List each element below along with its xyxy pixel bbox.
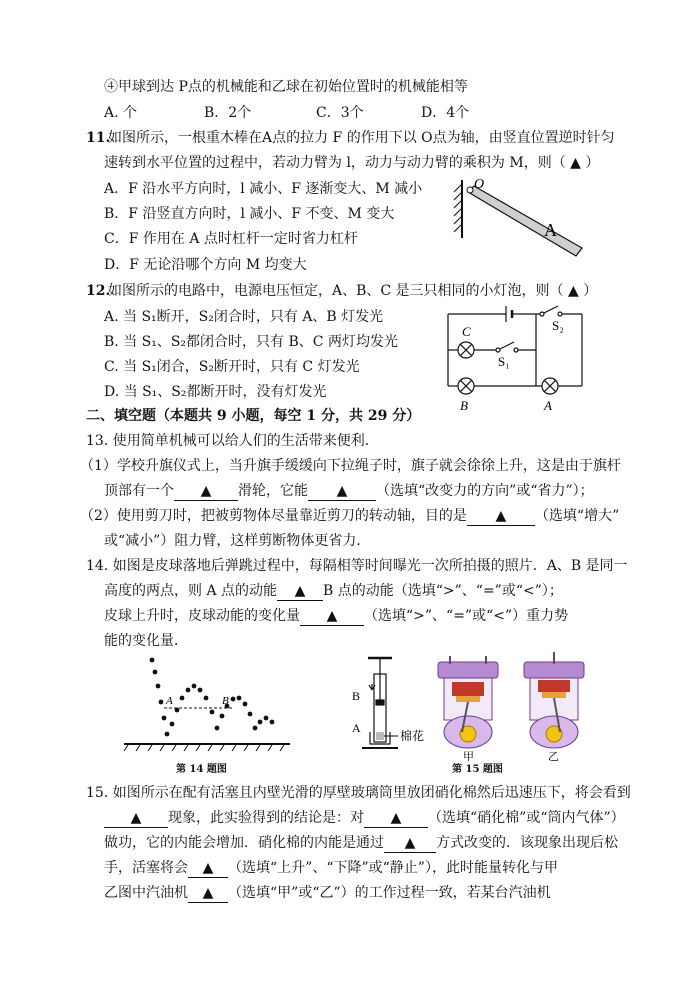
q14-line4: 能的变化量． [104, 633, 188, 649]
q12-option-c: C. 当 S₁闭合，S₂断开时，只有 C 灯发光 [104, 359, 360, 375]
switch-s2-blade [544, 306, 558, 313]
q14-line3: 皮球上升时，皮球动能的变化量 ▲ （选填“>”、“=”或“<”）重力势 [104, 608, 569, 624]
q13-part2-line2: 或“减小”）阻力臂，这样剪断物体更省力． [104, 533, 371, 549]
q15-line4: 手，活塞将会 ▲ （选填“上升”、“下降”或“静止”），此时能量转化与甲 [104, 860, 558, 876]
label-s1: S₁ [498, 354, 510, 369]
label-b: B [460, 398, 468, 413]
q13-stem: 13. 使用简单机械可以给人们的生活带来便利． [86, 433, 379, 449]
label-jia: 甲 [463, 751, 474, 762]
answer-blank[interactable]: ▲ [188, 859, 228, 878]
label-o: O [474, 178, 485, 192]
q12-option-a: A. 当 S₁断开，S₂闭合时，只有 A、B 灯发光 [104, 309, 384, 325]
q14-line1: 14. 如图是皮球落地后弹跳过程中，每隔相等时间曝光一次所拍摄的照片．A、B 是同一 [86, 558, 628, 574]
wooden-rod [468, 186, 582, 256]
q11-option-d: D．F 无论沿哪个方向 M 均变大 [104, 257, 307, 273]
answer-blank[interactable]: ▲ [300, 607, 364, 626]
q13-part1-line1: （1）学校升旗仪式上，当升旗手缓缓向下拉绳子时，旗子就会徐徐上升，这是由于旗杆 [80, 458, 621, 474]
answer-blank[interactable]: ▲ [174, 482, 238, 501]
q10-option-b: B．2个 [204, 105, 252, 121]
label-s2: S₂ [552, 318, 564, 333]
q13-part1-line2: 顶部有一个 ▲ 滑轮，它能 ▲ （选填“改变力的方向”或“省力”）； [104, 483, 594, 499]
figure-15 [340, 652, 596, 762]
q10-item4: ④甲球到达 P点的机械能和乙球在初始位置时的机械能相等 [104, 79, 468, 95]
q12-option-d: D. 当 S₁、S₂都断开时，没有灯发光 [104, 384, 327, 400]
switch-s1-blade [500, 342, 514, 349]
answer-blank[interactable]: ▲ [104, 809, 168, 828]
switch-s2-contact [540, 312, 544, 316]
point-b-label: B [222, 695, 229, 707]
answer-blank[interactable]: ▲ [384, 834, 436, 853]
answer-blank[interactable]: ▲ [188, 884, 228, 903]
q12-stem: 如图所示的电路中，电源电压恒定，A、B、C 是三只相同的小灯泡，则（ ▲ ） [108, 283, 598, 299]
q12-number: 12. [86, 283, 111, 299]
label-a: A [352, 721, 361, 735]
q13-part2-line1: （2）使用剪刀时，把被剪物体尽量靠近剪刀的转动轴，目的是 ▲ （选填“增大” [80, 508, 620, 524]
q11-option-c: C．F 作用在 A 点时杠杆一定时省力杠杆 [104, 231, 358, 247]
cotton-ball [376, 732, 384, 740]
q15-line2: ▲ 现象，此实验得到的结论是：对 ▲ （选填“硝化棉”或“筒内气体”） [104, 809, 625, 828]
q10-option-c: C．3个 [316, 105, 364, 121]
cotton-label: 棉花 [400, 729, 425, 743]
q15-line5: 乙图中汽油机 ▲ （选填“甲”或“乙”）的工作过程一致，若某台汽油机 [104, 885, 551, 901]
section-2-heading: 二、填空题（本题共 9 小题，每空 1 分，共 29 分） [86, 408, 421, 424]
figure-14-bouncing-ball [122, 654, 294, 758]
engine-yi [524, 652, 584, 748]
pivot-point [467, 187, 473, 193]
label-a: A [544, 220, 557, 240]
point-a-label: A [166, 695, 173, 707]
label-yi: 乙 [548, 751, 559, 762]
label-c: C [462, 324, 471, 339]
wall-hatching [454, 184, 462, 232]
lever-figure [440, 178, 590, 260]
q12-option-b: B. 当 S₁、S₂都闭合时，只有 B、C 两灯均发光 [104, 334, 398, 350]
q11-option-a: A．F 沿水平方向时，l 减小、F 逐渐变大、M 减小 [104, 181, 423, 197]
q11-stem-line2: 速转到水平位置的过程中，若动力臂为 l，动力与动力臂的乘积为 M，则（ ▲ ） [104, 155, 600, 171]
q15-line3: 做功，它的内能会增加．硝化棉的内能是通过 ▲ 方式改变的．该现象出现后松 [104, 835, 618, 851]
figure-14-caption: 第 14 题图 [176, 764, 227, 775]
q11-number: 11. [86, 130, 111, 146]
q15-line1: 15. 如图所示在配有活塞且内壁光滑的厚壁玻璃筒里放团硝化棉然后迅速压下，将会看到 [86, 785, 631, 801]
q14-line2: 高度的两点，则 A 点的动能 ▲ B 点的动能（选填“>”、“=”或“<”）； [104, 583, 563, 599]
answer-blank[interactable]: ▲ [308, 482, 376, 501]
circuit-figure [440, 302, 590, 414]
q11-stem-line1: 如图所示，一根重木棒在A点的拉力 F 的作用下以 O点为轴，由竖直位置逆时针匀 [108, 130, 615, 146]
switch-s1-contact [496, 348, 500, 352]
engine-jia [438, 656, 498, 748]
label-b: B [352, 689, 361, 703]
q10-option-d: D．4个 [421, 105, 470, 121]
answer-blank[interactable]: ▲ [277, 582, 323, 601]
ground-hatching [124, 745, 284, 751]
label-a: A [544, 398, 552, 413]
q10-option-a: A. 个 [104, 105, 138, 121]
figure-15-caption: 第 15 题图 [452, 764, 503, 775]
q11-option-b: B．F 沿竖直方向时，l 减小、F 不变、M 变大 [104, 206, 395, 222]
answer-blank[interactable]: ▲ [467, 507, 535, 526]
answer-blank[interactable]: ▲ [364, 809, 428, 828]
